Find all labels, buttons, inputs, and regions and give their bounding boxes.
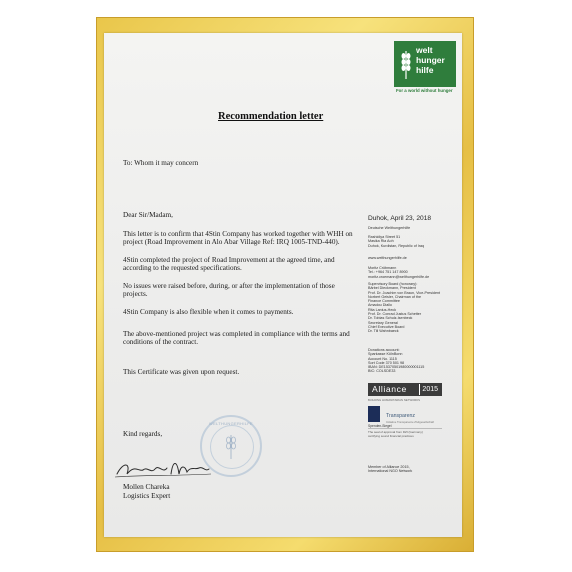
address-block: Rashidiya Street 51 Masika Ria Aoh Duhok, Kurdistan, Republic of Iraq bbox=[368, 235, 425, 248]
alliance-subtitle: BUILDING HUMANITARIAN NETWORKS bbox=[368, 398, 421, 402]
alliance-2015-logo bbox=[368, 383, 442, 396]
stamp-wheat-icon bbox=[224, 433, 238, 459]
paragraph-1: This letter is to confirm that 4Stin Company has worked together with WHH on project (Road Improvement in Alo Abar Village Ref: IRQ 1005-TND-440). bbox=[123, 230, 353, 247]
donations-account: Donations account: Sparkasse KölnBonn Account No. 1115 Sort Code 370 501 98 IBAN: DE15370501980000001115 BIC: COLSDE33 bbox=[368, 348, 425, 374]
alliance-year: 2015 bbox=[419, 384, 440, 395]
welthungerhilfe-logo bbox=[394, 41, 456, 87]
paragraph-4: 4Stin Company is also flexible when it comes to payments. bbox=[123, 308, 294, 316]
letter-title: Recommendation letter bbox=[218, 111, 324, 122]
logo-wordmark: welt hunger hilfe bbox=[416, 45, 445, 75]
signatory-role: Logistics Expert bbox=[123, 492, 171, 500]
website: www.welthungerhilfe.de bbox=[368, 256, 407, 260]
membership-note: Member of Alliance 2015, International NGO Network bbox=[368, 465, 413, 474]
paragraph-5: The above-mentioned project was completed in compliance with the terms and conditions of the contract. bbox=[123, 330, 350, 347]
wheat-icon bbox=[400, 49, 412, 79]
recipient-line: To: Whom it may concern bbox=[123, 159, 199, 167]
organization-name: Deutsche Welthungerhilfe bbox=[368, 226, 411, 230]
divider bbox=[368, 428, 442, 429]
contact-block: Moritz Cröbmann Tel.: +964 751 147 8900 moritz.croemann@welthungerhilfe.de bbox=[368, 266, 430, 279]
signatory-name: Mollen Chareka bbox=[123, 483, 170, 491]
logo-tagline: For a world without hunger bbox=[396, 88, 453, 93]
transparency-subtitle: Initiative Transparente Zivilgesellschaft bbox=[386, 420, 435, 424]
alliance-word: Alliance bbox=[372, 384, 407, 394]
board-list: Supervisory Board (honorary): Bärbel Dieckmann, President Prof. Dr. Joachim von Braun, Vice-President Norbert Geisler, Chairman of the Finance Committee Amadou Diallo Rita Lanius-Heck Prof. Dr. Conrad Justus Schetter Dr. Tobias Schulz-Isenbeck Secretary General Chief Executive Board Dr. Till Wahnbaeck bbox=[368, 282, 441, 334]
paragraph-3: No issues were raised before, during, or after the implementation of those projects. bbox=[123, 282, 335, 299]
stamp-text: WELTHUNGERHILFE bbox=[209, 421, 253, 426]
closing: Kind regards, bbox=[123, 430, 163, 438]
handwritten-signature bbox=[113, 454, 213, 482]
paragraph-2: 4Stin completed the project of Road Improvement at the agreed time, and according to the requested specifications. bbox=[123, 256, 335, 273]
transparency-logo: Transparenz bbox=[386, 413, 415, 419]
dzi-label: Spenden-Siegel bbox=[368, 424, 392, 428]
dzi-description: The seal of approval from DZI (Germany) certifying sound financial practices bbox=[368, 430, 423, 438]
place-date: Duhok, April 23, 2018 bbox=[368, 215, 432, 222]
dzi-seal-icon bbox=[368, 406, 380, 422]
salutation: Dear Sir/Madam, bbox=[123, 211, 173, 219]
paragraph-6: This Certificate was given upon request. bbox=[123, 368, 240, 376]
